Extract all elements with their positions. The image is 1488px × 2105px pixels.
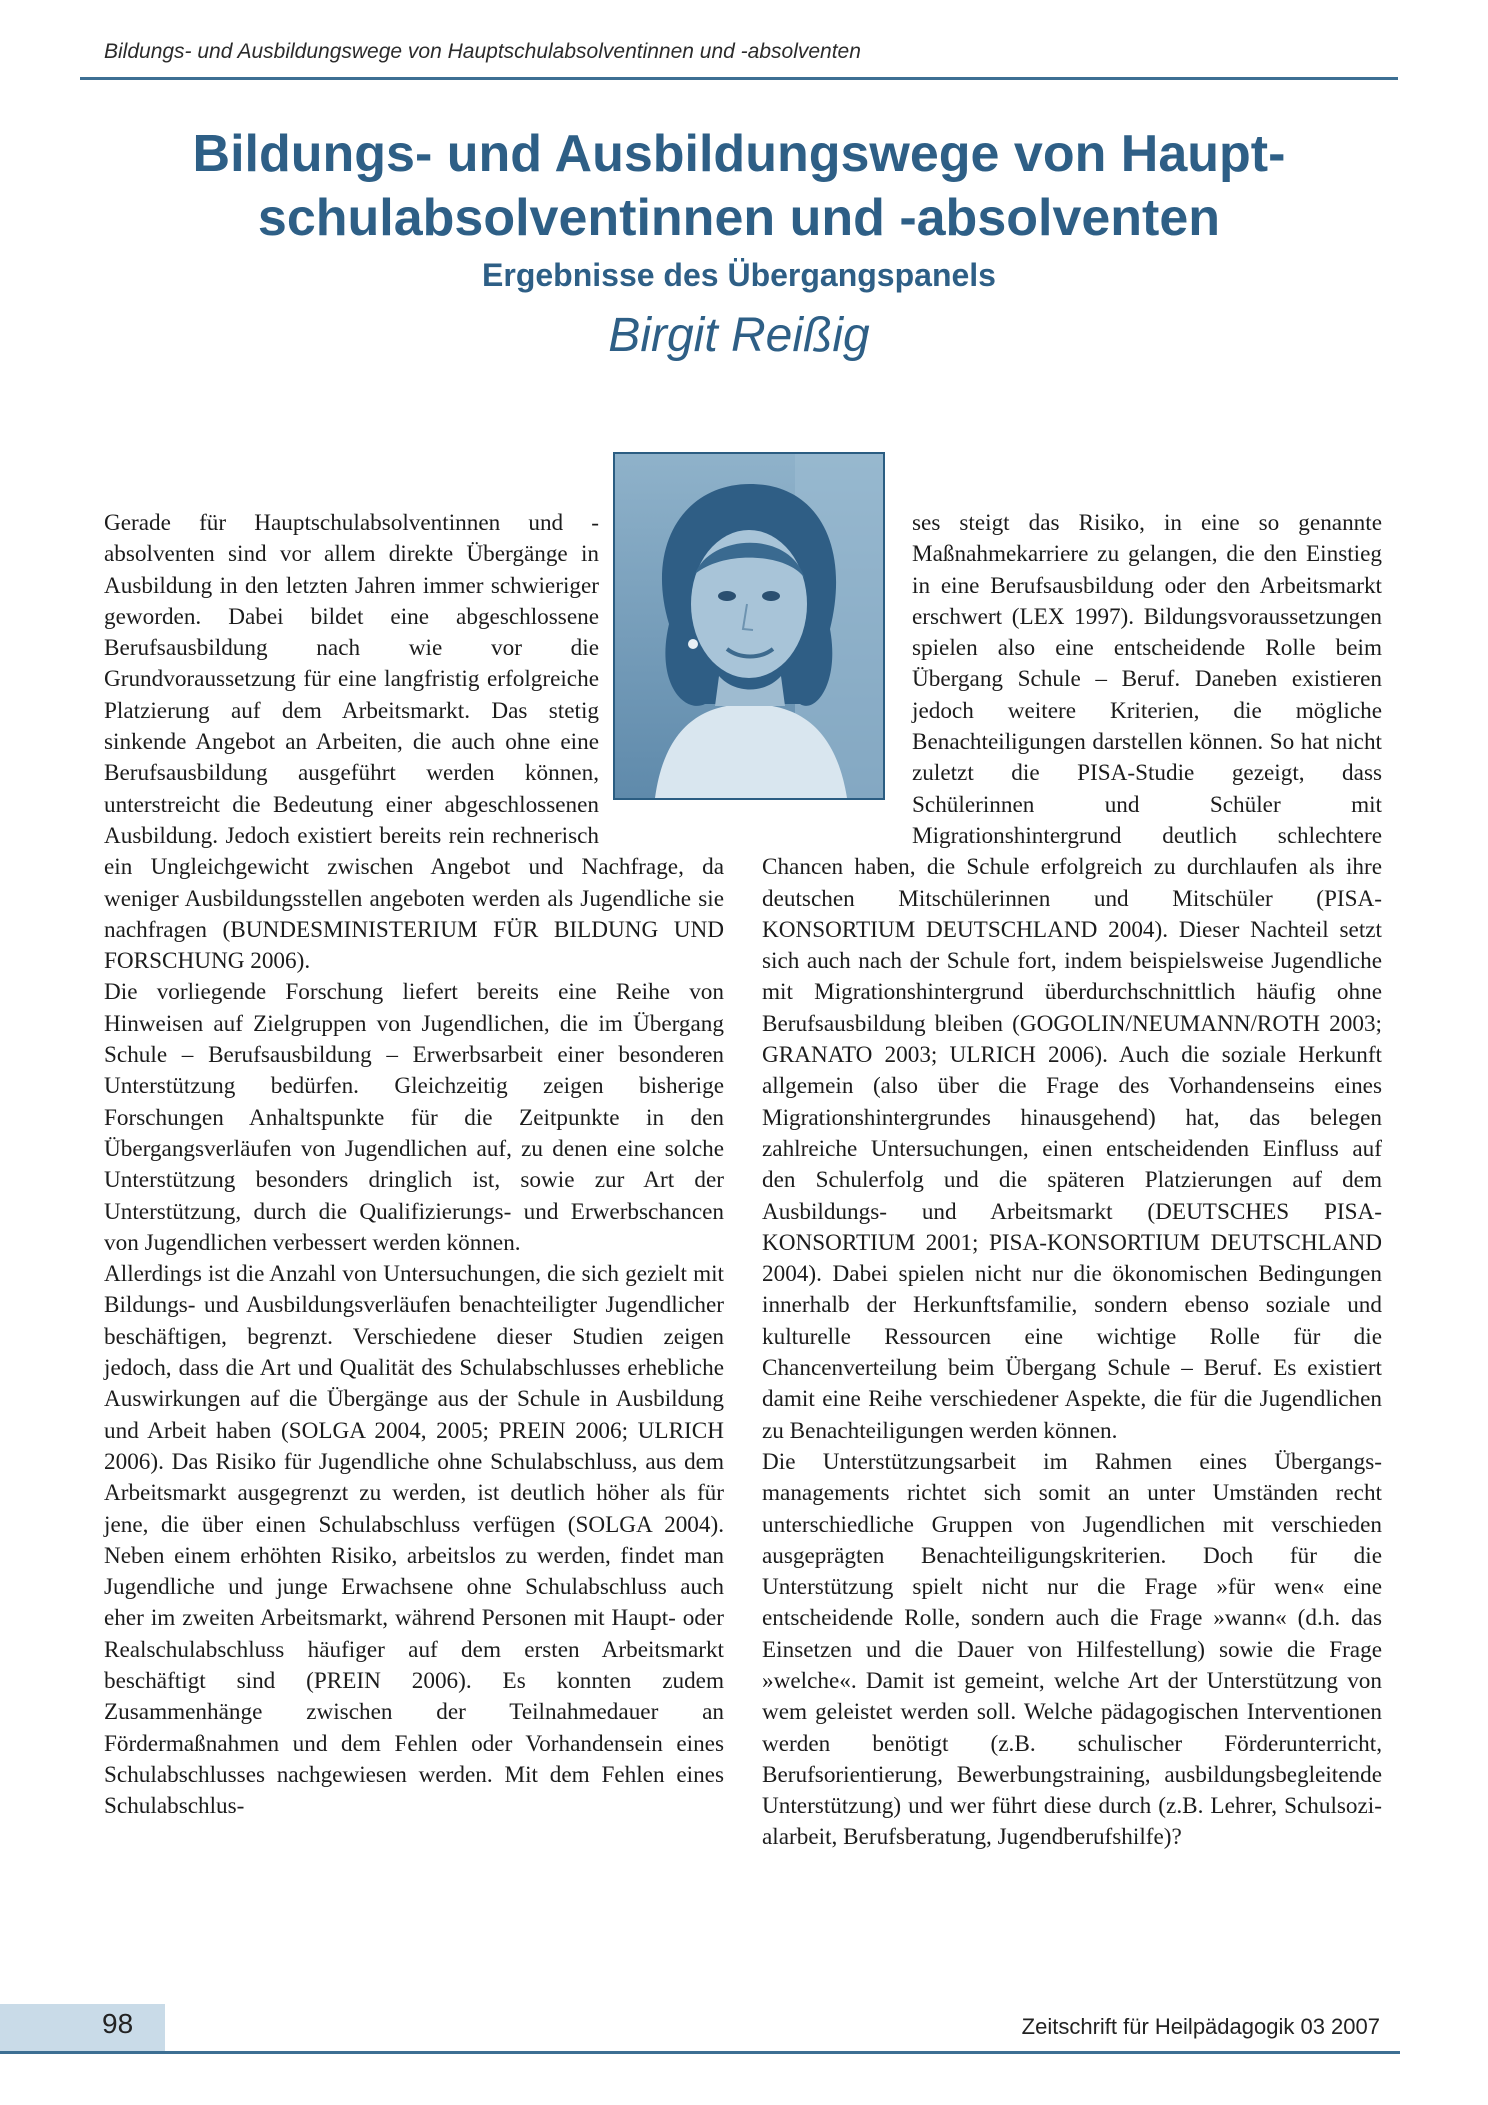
page-number-box [0,2004,165,2051]
right-paragraph-1: ses steigt das Risiko, in eine so genannte Maßnahmekarriere zu gelangen, die den Einstieg in eine Berufsausbildung oder den Arbeitsmarkt erschwert (LEX 1997). Bildungsvoraussetzungen spielen also eine entscheidende Rolle beim Übergang Schule – Beruf. Daneben existieren jedoch weitere Kriterien, die mögliche Benachteiligungen darstellen können. So hat nicht zuletzt die PISA-Studie gezeigt, dass Schülerinnen und Schüler mit Migrationshintergrund deutlich schlechtere Chancen haben, die Schule erfolgreich zu durchlaufen als ihre deutschen Mitschülerinnen und Mitschüler (PISA-KONSORTIUM DEUTSCHLAND 2004). Dieser Nachteil setzt sich auch nach der Schule fort, indem beispielsweise Jugendliche mit Migrationshintergrund überdurchschnittlich häufig ohne Berufsausbildung bleiben (GOGOLIN/NEUMANN/ROTH 2003; GRANATO 2003; ULRICH 2006). Auch die soziale Herkunft allgemein (also über die Frage des Vorhandenseins eines Migrationshintergrundes hinausgehend) hat, das belegen zahlreiche Untersuchungen, einen entscheidenden Einfluss auf den Schulerfolg und die späteren Platzierungen auf dem Ausbildungs- und Arbeitsmarkt (DEUTSCHES PISA-KONSORTIUM 2001; PISA-KONSORTIUM DEUTSCHLAND 2004). Dabei spielen nicht nur die ökonomischen Bedingungen innerhalb der Herkunftsfamilie, sondern ebenso soziale und kulturelle Ressourcen eine wichtige Rolle für die Chancenverteilung beim Übergang Schule – Beruf. Es existiert damit eine Reihe verschiedener Aspekte, die für die Jugendlichen zu Benachteiligungen werden können. [762,510,1382,1444]
right-paragraph-2: Die Unterstützungsarbeit im Rahmen eines Übergangsmanagements richtet sich somit an unter Umständen recht unterschiedliche Gruppen von Jugendlichen mit verschieden ausgeprägten Benachteiligungskriterien. Doch für die Unterstützung spielt nicht nur die Frage »für wen« eine entscheidende Rolle, sondern auch die Frage »wann« (d.h. das Einsetzen und die Dauer von Hilfestellung) sowie die Frage »welche«. Damit ist gemeint, welche Art der Unterstützung von wem geleistet werden soll. Welche pädagogischen Interventionen werden benötigt (z.B. schulischer Förderunterricht, Berufsorientierung, Bewerbungstraining, ausbildungsbegleitende Unterstützung) und wer führt diese durch (z.B. Lehrer, Schulsozialarbeit, Berufsberatung, Jugendberufshilfe)? [762,1448,1382,1851]
right-text-column [762,508,1382,1854]
title-block [80,122,1398,366]
title-line-1: Bildungs- und Ausbildungswege von Haupt- [192,125,1286,183]
header-rule [80,77,1398,80]
photo-wrap-spacer [599,508,724,821]
left-paragraph-3: Allerdings ist die Anzahl von Untersuchungen, die sich gezielt mit Bildungs- und Ausbildungsverläufen benachteiligter Jugendlicher beschäftigen, begrenzt. Verschiedene dieser Studien zeigen jedoch, dass die Art und Qualität des Schulabschlusses erhebliche Auswirkungen auf die Übergänge aus der Schule in Ausbildung und Arbeit haben (SOLGA 2004, 2005; PREIN 2006; ULRICH 2006). Das Risiko für Jugendliche ohne Schulabschluss, aus dem Arbeitsmarkt ausgegrenzt zu werden, ist deutlich höher als für jene, die über einen Schulabschluss verfügen (SOLGA 2004). Neben einem erhöhten Risiko, arbeitslos zu werden, findet man Jugendliche und junge Erwachsene ohne Schulabschluss auch eher im zweiten Arbeitsmarkt, während Personen mit Haupt- oder Realschulabschluss häufiger auf dem ersten Arbeitsmarkt beschäftigt sind (PREIN 2006). Es konnten zudem Zusammenhänge zwischen der Teilnahmedauer an Fördermaßnahmen und dem Fehlen oder Vorhandensein eines Schulabschlusses nachgewiesen werden. Mit dem Fehlen eines Schulabschlus- [104,1261,724,1820]
running-head: Bildungs- und Ausbildungswege von Hauptschulabsolventinnen und -absolventen [104,40,861,63]
article-title [80,122,1398,250]
journal-citation: Zeitschrift für Heilpädagogik 03 2007 [1021,2014,1380,2039]
photo-wrap-spacer [762,508,912,838]
article-subtitle: Ergebnisse des Übergangspanels [482,257,996,293]
left-paragraph-2: Die vorliegende Forschung liefert bereits eine Reihe von Hinweisen auf Zielgruppen von Jugendlichen, die im Übergang Schule – Berufsausbildung – Erwerbsarbeit einer besonderen Unterstützung bedürfen. Gleichzeitig zeigen bisherige Forschungen Anhaltspunkte für die Zeitpunkte in den Übergangsverläufen von Jugendlichen auf, zu denen eine solche Unterstützung besonders dringlich ist, sowie zur Art der Unterstützung, durch die Qualifizierungs- und Erwerbschancen von Jugendlichen verbessert werden können. [104,979,724,1256]
page-number: 98 [102,2008,134,2039]
left-paragraph-1: Gerade für Hauptschulabsolventinnen und -absolventen sind vor allem direkte Übergänge in Ausbildung in den letzten Jahren immer schwieriger geworden. Dabei bildet eine abgeschlossene Berufsausbildung nach wie vor die Grundvoraussetzung für eine langfristig erfolgreiche Platzierung auf dem Arbeitsmarkt. Das stetig sinkende Angebot an Arbeiten, die auch ohne eine Berufsausbildung ausgeführt werden können, unterstreicht die Bedeutung einer abgeschlossenen Ausbildung. Jedoch existiert bereits rein rechnerisch ein Ungleichgewicht zwischen Angebot und Nachfrage, da weniger Ausbildungsstellen angeboten werden als Jugendliche sie nachfragen (BUNDESMINISTERIUM FÜR BILDUNG UND FORSCHUNG 2006). [104,510,724,975]
title-line-2: schulabsolventinnen und -absolventen [257,189,1221,247]
left-text-column [104,508,724,1822]
author-name: Birgit Reißig [608,309,870,362]
footer-rule [0,2051,1400,2054]
